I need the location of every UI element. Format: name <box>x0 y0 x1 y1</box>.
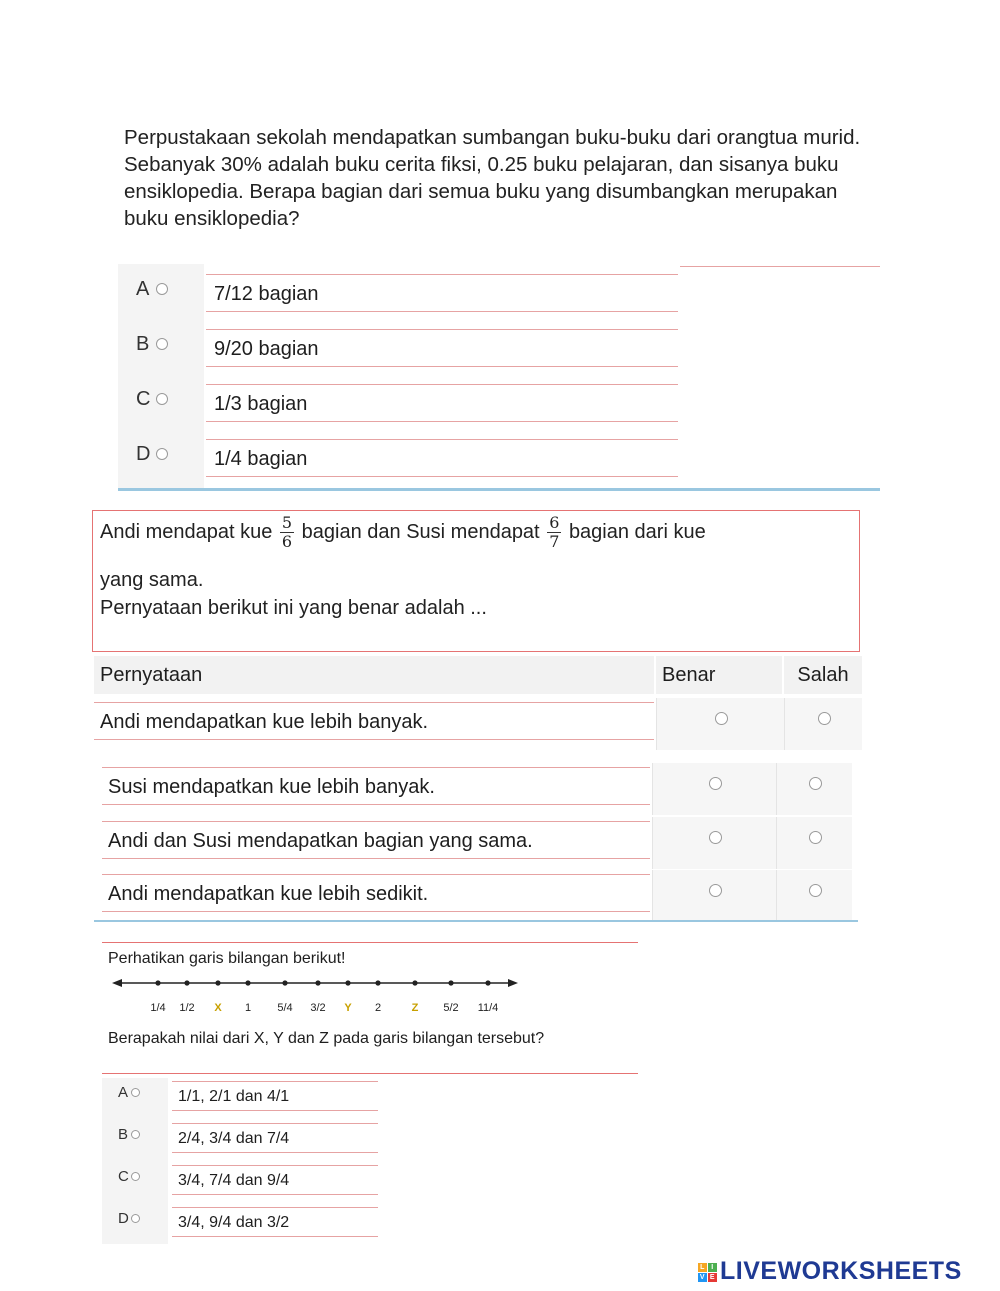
option-radio[interactable] <box>156 448 168 460</box>
logo-mark-cell: E <box>709 1273 716 1281</box>
fraction-denominator: 6 <box>281 532 293 551</box>
option-radio[interactable] <box>131 1088 140 1097</box>
logo-mark-cell: L <box>698 1263 707 1272</box>
option-letter: D <box>136 443 151 465</box>
number-line-point <box>315 980 320 985</box>
number-line-label: 1/4 <box>150 1002 166 1014</box>
logo-mark-cell: V <box>699 1273 706 1281</box>
question2-line1 <box>100 514 706 551</box>
header-false: Salah <box>784 656 862 694</box>
option-answer[interactable]: 1/1, 2/1 dan 4/1 <box>172 1081 378 1111</box>
table-row <box>94 698 854 746</box>
number-line-point <box>215 980 220 985</box>
salah-radio[interactable] <box>809 831 822 844</box>
number-line-label: 3/2 <box>310 1002 326 1014</box>
salah-radio[interactable] <box>809 884 822 897</box>
statement-text: Andi mendapatkan kue lebih sedikit. <box>102 874 650 912</box>
benar-radio[interactable] <box>709 831 722 844</box>
salah-cell[interactable] <box>776 763 852 815</box>
option-letter: C <box>118 1168 129 1185</box>
option-letter: D <box>118 1210 129 1227</box>
fraction-six-sevenths <box>547 514 561 551</box>
salah-cell[interactable] <box>776 817 852 869</box>
question1-options <box>118 264 880 492</box>
option-answer[interactable]: 3/4, 9/4 dan 3/2 <box>172 1207 378 1237</box>
number-line-point <box>375 980 380 985</box>
logo-mark-cell: I <box>708 1263 717 1272</box>
number-line-point <box>485 980 490 985</box>
number-line-label-y: Y <box>344 1002 352 1014</box>
option-letter: C <box>136 388 151 410</box>
number-line-point <box>345 980 350 985</box>
number-line-point <box>155 980 160 985</box>
text-part: bagian dan Susi mendapat <box>301 520 540 543</box>
number-line-label: 5/4 <box>277 1002 293 1014</box>
number-line-label: 1 <box>244 1002 252 1014</box>
option-d[interactable] <box>102 1204 382 1246</box>
salah-radio[interactable] <box>809 777 822 790</box>
number-line-point <box>412 980 417 985</box>
statement-text: Susi mendapatkan kue lebih banyak. <box>102 767 650 805</box>
table-row <box>102 763 862 811</box>
option-radio[interactable] <box>156 283 168 295</box>
fraction-numerator: 5 <box>281 513 293 532</box>
question3-intro: Perhatikan garis bilangan berikut! <box>108 950 346 967</box>
number-line-label: 11/4 <box>477 1002 499 1014</box>
salah-radio[interactable] <box>818 712 831 725</box>
option-a[interactable] <box>118 266 680 321</box>
benar-cell[interactable] <box>652 870 776 922</box>
number-line-label-x: X <box>214 1002 222 1014</box>
option-letter: A <box>136 278 150 300</box>
text-part: Andi mendapat kue <box>100 520 273 543</box>
benar-radio[interactable] <box>709 884 722 897</box>
option-letter: B <box>118 1126 129 1143</box>
option-answer[interactable]: 1/3 bagian <box>206 384 678 422</box>
text-part: bagian dari kue <box>568 520 706 543</box>
number-line-point <box>282 980 287 985</box>
fraction-numerator: 6 <box>549 513 560 532</box>
question3-options <box>102 1078 382 1244</box>
header-true: Benar <box>656 656 782 694</box>
table-row <box>102 817 862 865</box>
number-line-point <box>245 980 250 985</box>
question3-ask: Berapakah nilai dari X, Y dan Z pada garis bilangan tersebut? <box>108 1030 545 1047</box>
table-row <box>102 870 862 918</box>
benar-cell[interactable] <box>652 763 776 815</box>
option-a[interactable] <box>102 1078 382 1120</box>
option-answer[interactable]: 3/4, 7/4 dan 9/4 <box>172 1165 378 1195</box>
fraction-denominator: 7 <box>549 532 560 551</box>
table-header <box>94 656 862 694</box>
logo-mark-icon <box>698 1263 717 1282</box>
option-b[interactable] <box>118 321 680 376</box>
number-line <box>110 970 530 1020</box>
section-divider <box>94 920 858 922</box>
number-line-label: 2 <box>374 1002 382 1014</box>
option-answer[interactable]: 7/12 bagian <box>206 274 678 312</box>
option-answer[interactable]: 1/4 bagian <box>206 439 678 477</box>
number-line-label: 5/2 <box>443 1002 459 1014</box>
statement-text: Andi mendapatkan kue lebih banyak. <box>94 702 654 740</box>
option-b[interactable] <box>102 1120 382 1162</box>
salah-cell[interactable] <box>784 698 862 750</box>
option-radio[interactable] <box>131 1172 140 1181</box>
number-line-label-z: Z <box>411 1002 419 1014</box>
option-radio[interactable] <box>131 1214 140 1223</box>
divider <box>680 266 880 267</box>
benar-cell[interactable] <box>656 698 784 750</box>
header-statement: Pernyataan <box>94 656 654 694</box>
option-radio[interactable] <box>156 393 168 405</box>
section-divider <box>118 488 880 491</box>
option-letter: A <box>118 1084 129 1101</box>
benar-radio[interactable] <box>715 712 728 725</box>
option-answer[interactable]: 9/20 bagian <box>206 329 678 367</box>
question1-text: Perpustakaan sekolah mendapatkan sumbangan buku-buku dari orangtua murid. Sebanyak 30% adalah buku cerita fiksi, 0.25 buku pelajaran, dan sisanya buku ensiklopedia. Berapa bagian dari semua buku yang disumbangkan merupakan buku ensiklopedia? <box>124 126 861 230</box>
number-line-point <box>184 980 189 985</box>
number-line-point <box>448 980 453 985</box>
option-d[interactable] <box>118 431 680 486</box>
option-c[interactable] <box>102 1162 382 1204</box>
option-letter: B <box>136 333 150 355</box>
option-c[interactable] <box>118 376 680 431</box>
number-line-axis <box>110 970 530 1000</box>
number-line-label: 1/2 <box>179 1002 195 1014</box>
logo-text: LIVEWORKSHEETS <box>720 1257 962 1285</box>
liveworksheets-logo[interactable] <box>698 1257 962 1287</box>
option-radio[interactable] <box>131 1130 140 1139</box>
fraction-five-sixths <box>280 514 294 551</box>
benar-cell[interactable] <box>652 817 776 869</box>
option-answer[interactable]: 2/4, 3/4 dan 7/4 <box>172 1123 378 1153</box>
benar-radio[interactable] <box>709 777 722 790</box>
option-radio[interactable] <box>156 338 168 350</box>
salah-cell[interactable] <box>776 870 852 922</box>
question2-line3: Pernyataan berikut ini yang benar adalah ... <box>100 597 487 619</box>
statement-text: Andi dan Susi mendapatkan bagian yang sama. <box>102 821 650 859</box>
question2-line2: yang sama. <box>100 569 204 591</box>
